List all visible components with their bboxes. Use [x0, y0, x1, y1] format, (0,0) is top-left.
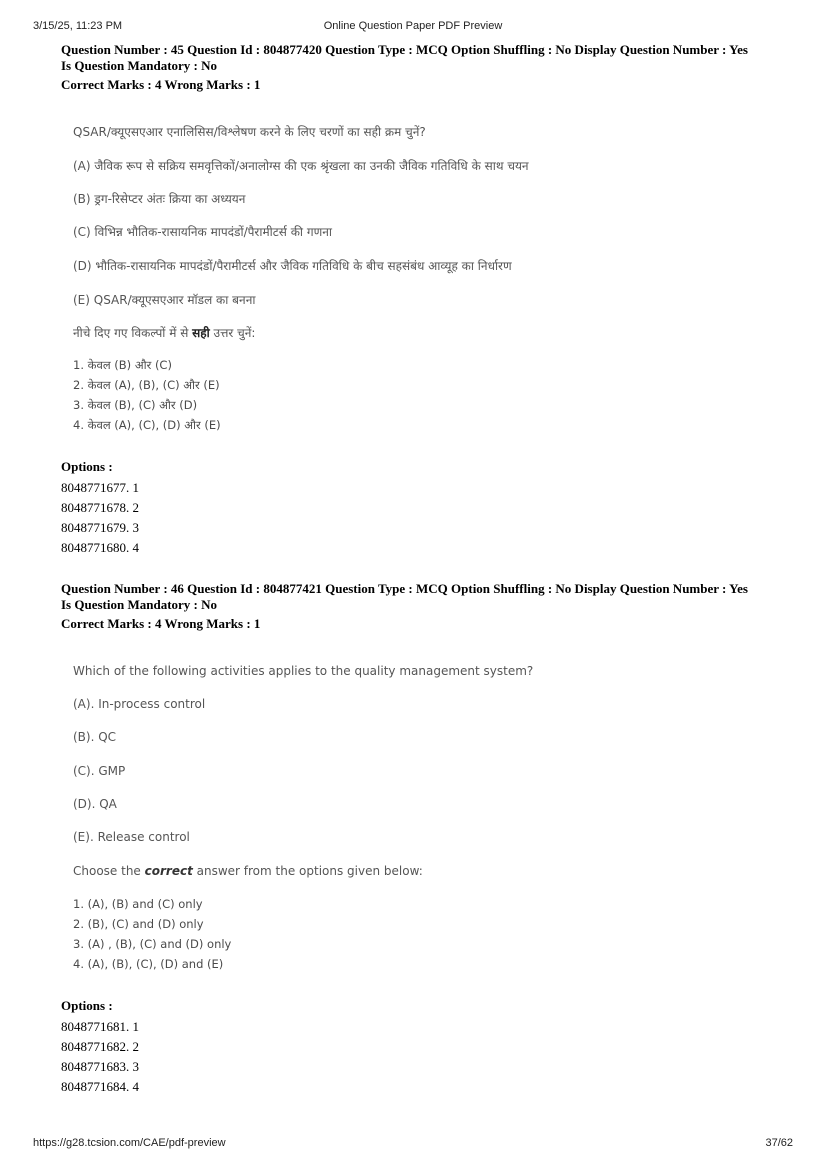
option-id: 8048771681. 1	[61, 1019, 139, 1034]
question-marks: Correct Marks : 4 Wrong Marks : 1	[61, 77, 261, 92]
print-title: Online Question Paper PDF Preview	[323, 20, 503, 32]
instruction-emphasis: सही	[192, 326, 210, 340]
answer-choice: 2. (B), (C) and (D) only	[73, 917, 204, 931]
question-mandatory-line: Is Question Mandatory : No	[61, 58, 218, 73]
question-item: (D). QA	[73, 797, 117, 811]
option-id: 8048771677. 1	[61, 480, 139, 495]
question-meta-line: Question Number : 46 Question Id : 804877421 Question Type : MCQ Option Shuffling : No Display Question Number : Yes	[61, 581, 748, 596]
question-stem: Which of the following activities applies to the quality management system?	[73, 664, 534, 678]
question-item: (E). Release control	[73, 830, 190, 844]
question-instruction: नीचे दिए गए विकल्पों में से सही उत्तर चुनें:	[73, 326, 256, 340]
answer-choice: 1. केवल (B) और (C)	[73, 358, 172, 372]
answer-choice: 2. केवल (A), (B), (C) और (E)	[73, 378, 220, 392]
question-item: (B) ड्रग-रिसेप्टर अंतः क्रिया का अध्ययन	[73, 192, 246, 206]
question-item: (E) QSAR/क्यूएसएआर मॉडल का बनना	[73, 293, 256, 307]
answer-choice: 1. (A), (B) and (C) only	[73, 897, 203, 911]
option-id: 8048771682. 2	[61, 1039, 139, 1054]
question-item: (D) भौतिक-रासायनिक मापदंडों/पैरामीटर्स और जैविक गतिविधि के बीच सहसंबंध आव्यूह का निर्धारण	[73, 259, 512, 273]
print-page-number: 37/62	[765, 1137, 793, 1149]
options-title: Options :	[61, 459, 113, 474]
question-instruction: Choose the correct answer from the options given below:	[73, 864, 423, 878]
question-item: (A). In-process control	[73, 697, 206, 711]
question-stem: QSAR/क्यूएसएआर एनालिसिस/विश्लेषण करने के लिए चरणों का सही क्रम चुनें?	[73, 125, 426, 139]
question-45-meta	[61, 42, 781, 93]
question-item: (C). GMP	[73, 764, 126, 778]
answer-choice: 4. केवल (A), (C), (D) और (E)	[73, 418, 221, 432]
print-footer	[0, 1137, 826, 1151]
question-meta-line: Question Number : 45 Question Id : 804877420 Question Type : MCQ Option Shuffling : No Display Question Number : Yes	[61, 42, 748, 57]
question-46-options	[61, 999, 139, 1093]
answer-choice: 3. केवल (B), (C) और (D)	[73, 398, 198, 412]
print-url: https://g28.tcsion.com/CAE/pdf-preview	[33, 1137, 226, 1149]
question-mandatory-line: Is Question Mandatory : No	[61, 597, 218, 612]
option-id: 8048771683. 3	[61, 1059, 139, 1074]
option-id: 8048771680. 4	[61, 540, 139, 555]
question-45-options	[61, 460, 139, 554]
question-marks: Correct Marks : 4 Wrong Marks : 1	[61, 616, 261, 631]
option-id: 8048771678. 2	[61, 500, 139, 515]
print-header	[0, 20, 826, 34]
question-46-meta	[61, 581, 781, 632]
options-title: Options :	[61, 998, 113, 1013]
print-datetime: 3/15/25, 11:23 PM	[33, 20, 123, 32]
option-id: 8048771679. 3	[61, 520, 139, 535]
instruction-emphasis: correct	[144, 864, 193, 878]
answer-choice: 4. (A), (B), (C), (D) and (E)	[73, 957, 224, 971]
question-item: (B). QC	[73, 730, 117, 744]
answer-choice: 3. (A) , (B), (C) and (D) only	[73, 937, 232, 951]
question-item: (C) विभिन्न भौतिक-रासायनिक मापदंडों/पैरामीटर्स की गणना	[73, 225, 333, 239]
option-id: 8048771684. 4	[61, 1079, 139, 1094]
question-item: (A) जैविक रूप से सक्रिय समवृत्तिकों/अनालोग्स की एक श्रृंखला का उनकी जैविक गतिविधि के साथ चयन	[73, 159, 529, 173]
